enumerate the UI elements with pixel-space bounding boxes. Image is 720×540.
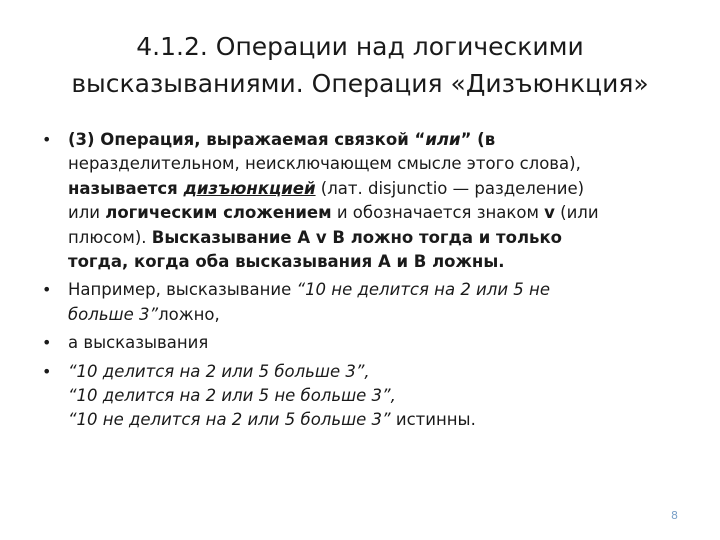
text-line — [68, 226, 688, 250]
term-disjunction: дизъюнкцией — [183, 178, 316, 198]
bullet-item-definition — [38, 128, 688, 274]
text-italic: больше 3” — [68, 304, 159, 324]
text-regular: ложно, — [158, 304, 220, 324]
text-line: “10 делится на 2 или 5 больше 3”, — [68, 361, 370, 381]
bullet-icon: • — [42, 333, 52, 353]
text-bold: ” (в — [460, 130, 496, 149]
text-regular: Например, высказывание — [68, 280, 297, 300]
text-regular: истинны. — [390, 410, 476, 430]
text-bold: называется — [68, 178, 184, 198]
slide-title-line-2: высказываниями. Операция «Дизъюнкция» — [71, 69, 649, 98]
slide-title-line-1: 4.1.2. Операции над логическими — [136, 32, 584, 61]
text-italic: “10 не делится на 2 или 5 больше 3” — [68, 410, 391, 430]
text-line: неразделительном, неисключающем смысле этого слова), — [68, 154, 581, 174]
text-line — [68, 177, 688, 201]
bullet-icon: • — [42, 130, 52, 149]
slide-title — [40, 28, 680, 102]
text-regular: и обозначается знаком — [331, 203, 545, 223]
symbol-or: v — [544, 203, 555, 223]
text-line: “10 делится на 2 или 5 не больше 3”, — [68, 386, 396, 406]
text-regular: (или — [554, 203, 599, 223]
slide-content — [38, 128, 688, 437]
text-line — [68, 303, 688, 327]
page-number: 8 — [671, 509, 678, 522]
text-bold-italic: или — [425, 130, 461, 149]
text-line — [68, 250, 688, 274]
text-line — [68, 408, 688, 432]
bullet-item-example — [38, 278, 688, 327]
text-line — [68, 201, 688, 225]
text-line — [68, 128, 688, 152]
text-regular: (лат. disjunctio — разделение) — [315, 178, 585, 198]
text-regular: или — [68, 203, 106, 223]
text-bold: тогда, когда оба высказывания A и B ложны. — [68, 252, 505, 272]
text-bold: (3) Операция, выражаемая связкой “ — [68, 130, 426, 149]
text-italic: “10 не делится на 2 или 5 не — [296, 280, 550, 300]
bullet-item-statements — [38, 331, 688, 355]
text-bold: Высказывание A v B ложно тогда и только — [151, 227, 562, 247]
bullet-icon: • — [42, 361, 52, 381]
term-logical-addition: логическим сложением — [105, 203, 332, 223]
text-line: а высказывания — [68, 333, 209, 353]
bullet-icon: • — [42, 280, 52, 300]
text-line — [68, 278, 688, 302]
bullet-item-true-statements — [38, 360, 688, 433]
text-regular: плюсом). — [68, 227, 152, 247]
